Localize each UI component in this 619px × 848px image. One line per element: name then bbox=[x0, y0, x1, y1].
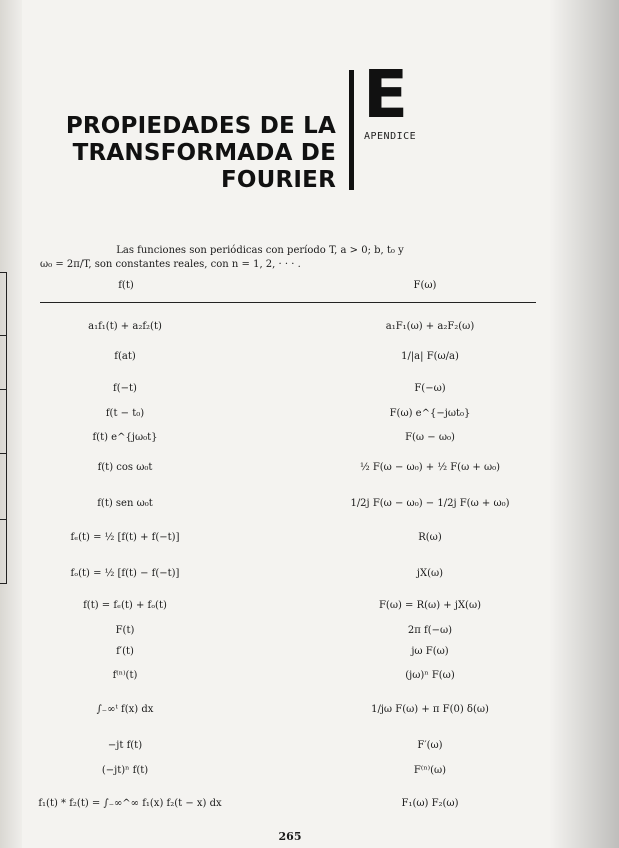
frequency-domain-cell: F₁(ω) F₂(ω) bbox=[401, 798, 459, 809]
time-domain-cell: (−jt)ⁿ f(t) bbox=[101, 765, 149, 776]
frequency-domain-cell: jX(ω) bbox=[416, 568, 444, 579]
intro-line: Las funciones son periódicas con período T, a > 0; b, t₀ y bbox=[116, 245, 404, 256]
frequency-domain-cell: F(−ω) bbox=[414, 383, 446, 394]
title-line: FOURIER bbox=[220, 167, 336, 193]
time-domain-cell: −jt f(t) bbox=[107, 740, 143, 751]
appendix-letter: E bbox=[363, 56, 409, 133]
time-domain-cell: f(t) e^{jω₀t} bbox=[92, 432, 158, 443]
frequency-domain-cell: F(ω − ω₀) bbox=[405, 432, 455, 443]
time-domain-cell: f(t) cos ω₀t bbox=[97, 462, 153, 473]
time-domain-cell: F(t) bbox=[115, 625, 135, 636]
intro-text bbox=[40, 244, 480, 272]
frequency-domain-cell: F′(ω) bbox=[417, 740, 443, 751]
page-title bbox=[66, 113, 336, 194]
frequency-domain-cell: a₁F₁(ω) + a₂F₂(ω) bbox=[385, 321, 475, 332]
time-domain-cell: f(t) sen ω₀t bbox=[97, 498, 153, 509]
frequency-domain-cell: 1/|a| F(ω/a) bbox=[401, 351, 459, 362]
frequency-domain-cell: F(ω) e^{−jωt₀} bbox=[389, 408, 471, 419]
intro-line: ω₀ = 2π/T, son constantes reales, con n = 1, 2, · · · . bbox=[40, 259, 301, 270]
time-domain-cell: f′(t) bbox=[116, 646, 134, 657]
page-gutter-shadow bbox=[549, 0, 619, 848]
time-domain-cell: f⁽ⁿ⁾(t) bbox=[112, 670, 138, 681]
time-domain-cell: f(t) = fₑ(t) + fₒ(t) bbox=[83, 600, 167, 611]
time-domain-cell: fₒ(t) = ½ [f(t) − f(−t)] bbox=[70, 568, 180, 579]
frequency-domain-cell: F(ω) = R(ω) + jX(ω) bbox=[378, 600, 482, 611]
frequency-domain-cell: ½ F(ω − ω₀) + ½ F(ω + ω₀) bbox=[359, 462, 501, 473]
time-domain-cell: f(−t) bbox=[113, 383, 137, 394]
page-tab-marker bbox=[0, 272, 7, 584]
time-domain-cell: f₁(t) * f₂(t) = ∫₋∞^∞ f₁(x) f₂(t − x) dx bbox=[38, 798, 222, 809]
frequency-domain-cell: 2π f(−ω) bbox=[407, 625, 453, 636]
time-domain-cell: f(t − t₀) bbox=[105, 408, 145, 419]
column-header-frequency: F(ω) bbox=[413, 280, 437, 291]
column-header-time: f(t) bbox=[118, 280, 134, 291]
title-line: PROPIEDADES DE LA bbox=[65, 113, 336, 139]
title-divider bbox=[349, 70, 354, 190]
header-rule bbox=[40, 302, 536, 303]
time-domain-cell: ∫₋∞ᵗ f(x) dx bbox=[96, 704, 154, 715]
time-domain-cell: f(at) bbox=[114, 351, 136, 362]
page-number: 265 bbox=[278, 830, 302, 843]
title-line: TRANSFORMADA DE bbox=[72, 140, 336, 166]
frequency-domain-cell: R(ω) bbox=[418, 532, 442, 543]
frequency-domain-cell: 1/jω F(ω) + π F(0) δ(ω) bbox=[371, 704, 489, 715]
time-domain-cell: a₁f₁(t) + a₂f₂(t) bbox=[88, 321, 162, 332]
time-domain-cell: fₑ(t) = ½ [f(t) + f(−t)] bbox=[70, 532, 180, 543]
frequency-domain-cell: jω F(ω) bbox=[411, 646, 449, 657]
frequency-domain-cell: (jω)ⁿ F(ω) bbox=[405, 670, 455, 681]
appendix-label: APENDICE bbox=[364, 131, 417, 142]
frequency-domain-cell: F⁽ⁿ⁾(ω) bbox=[413, 765, 447, 776]
frequency-domain-cell: 1/2j F(ω − ω₀) − 1/2j F(ω + ω₀) bbox=[350, 498, 510, 509]
